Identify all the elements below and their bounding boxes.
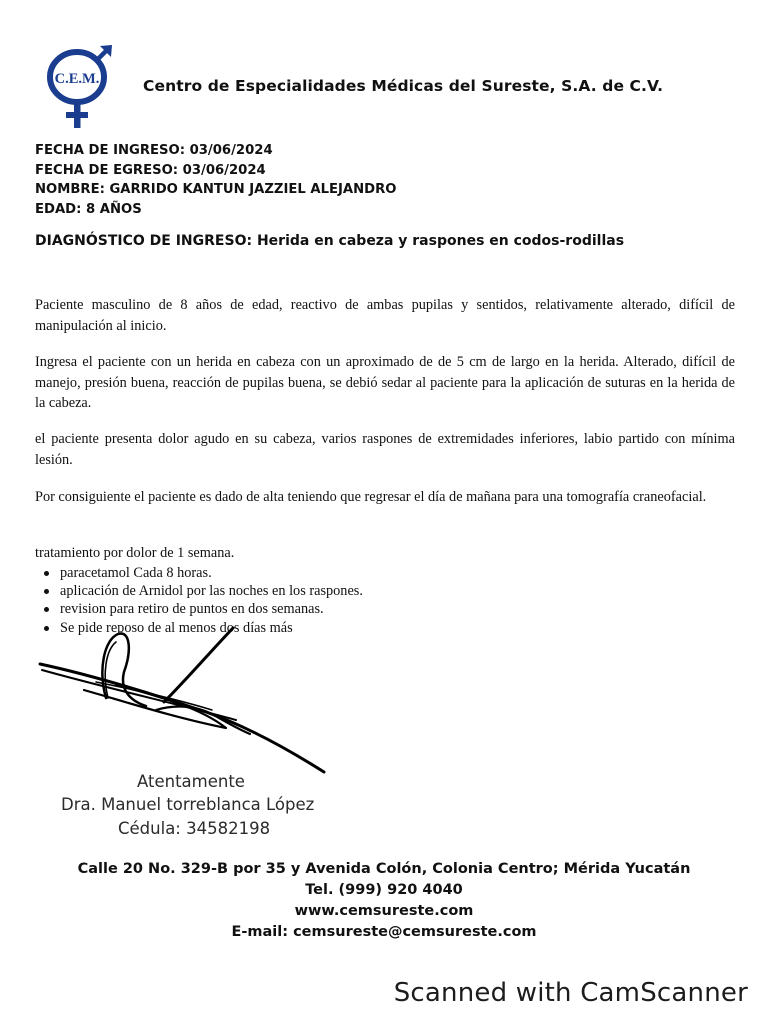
paragraph: Ingresa el paciente con un herida en cabeza con un aproximado de de 5 cm de largo en la herida. Alterado, difícil de manejo, presión buena, reacción de pupilas buena, se debió sedar al paciente para la aplicación de suturas en la herida de la cabeza. bbox=[35, 354, 735, 411]
patient-name: NOMBRE: GARRIDO KANTUN JAZZIEL ALEJANDRO bbox=[35, 182, 397, 197]
diagnostico-label: DIAGNÓSTICO DE INGRESO: bbox=[35, 233, 253, 249]
list-item: revision para retiro de puntos en dos semanas. bbox=[42, 600, 363, 618]
patient-age: EDAD: 8 AÑOS bbox=[35, 202, 142, 217]
doctor-name: Dra. Manuel torreblanca López bbox=[61, 795, 315, 814]
camscanner-watermark: Scanned with CamScanner bbox=[393, 978, 748, 1008]
diagnostico-ingreso bbox=[35, 233, 624, 249]
tratamiento-title: tratamiento por dolor de 1 semana. bbox=[35, 545, 235, 561]
paragraph: Paciente masculino de 8 años de edad, reactivo de ambas pupilas y sentidos, relativamente alterado, difícil de manipulación al inicio. bbox=[35, 297, 735, 334]
fecha-egreso: FECHA DE EGRESO: 03/06/2024 bbox=[35, 163, 266, 178]
doctor-cedula: Cédula: 34582198 bbox=[118, 819, 271, 838]
paragraph: el paciente presenta dolor agudo en su cabeza, varios raspones de extremidades inferiores, labio partido con mínima lesión. bbox=[35, 431, 735, 468]
cem-logo bbox=[44, 44, 116, 130]
signature-closing: Atentamente bbox=[137, 772, 245, 791]
footer-email: E-mail: cemsureste@cemsureste.com bbox=[231, 924, 537, 940]
handwritten-signature bbox=[36, 610, 336, 780]
fecha-ingreso: FECHA DE INGRESO: 03/06/2024 bbox=[35, 143, 273, 158]
organization-name: Centro de Especialidades Médicas del Sureste, S.A. de C.V. bbox=[143, 77, 664, 95]
footer-website: www.cemsureste.com bbox=[294, 903, 474, 919]
paragraph: Por consiguiente el paciente es dado de alta teniendo que regresar el día de mañana para una tomografía craneofacial. bbox=[35, 489, 707, 505]
logo-text: C.E.M. bbox=[54, 71, 100, 87]
diagnostico-value: Herida en cabeza y raspones en codos-rodillas bbox=[256, 233, 625, 249]
list-item: aplicación de Arnidol por las noches en los raspones. bbox=[42, 582, 363, 600]
footer-phone: Tel. (999) 920 4040 bbox=[305, 882, 463, 898]
footer-address: Calle 20 No. 329-B por 35 y Avenida Colón, Colonia Centro; Mérida Yucatán bbox=[77, 861, 691, 877]
list-item: Se pide reposo de al menos dos días más bbox=[42, 619, 363, 637]
list-item: paracetamol Cada 8 horas. bbox=[42, 564, 363, 582]
